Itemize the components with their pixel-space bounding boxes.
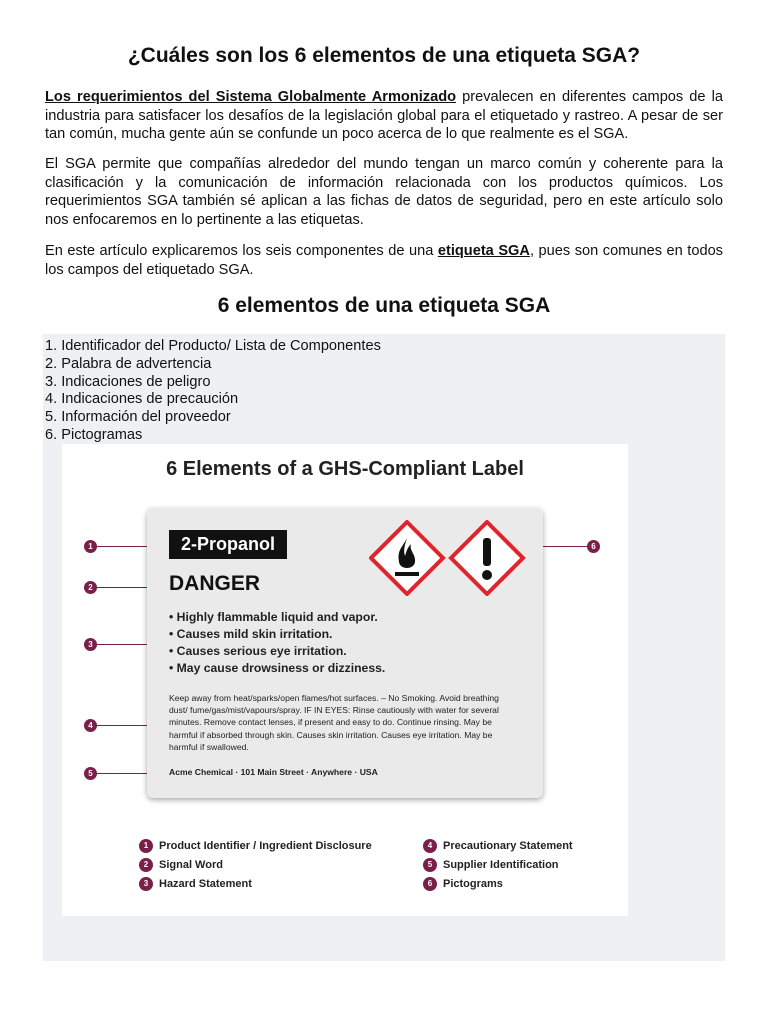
section-title: 6 elementos de una etiqueta SGA bbox=[217, 294, 551, 317]
legend-item bbox=[423, 858, 559, 872]
callout-marker-3: 3 bbox=[84, 638, 97, 651]
ghs-label-card bbox=[147, 508, 543, 798]
hazard-statement: • Causes mild skin irritation. bbox=[169, 627, 333, 641]
page-title: ¿Cuáles son los 6 elementos de una etiqueta SGA? bbox=[127, 44, 641, 67]
callout-marker-4: 4 bbox=[84, 719, 97, 732]
list-item: 3. Indicaciones de peligro bbox=[45, 373, 211, 390]
legend-number: 5 bbox=[423, 858, 437, 872]
legend-number: 2 bbox=[139, 858, 153, 872]
product-identifier: 2-Propanol bbox=[169, 530, 287, 559]
intro-paragraph bbox=[45, 88, 723, 144]
list-item: 4. Indicaciones de precaución bbox=[45, 391, 239, 408]
legend-item bbox=[139, 877, 252, 891]
ghs-requirements-link[interactable]: Los requerimientos del Sistema Globalmente Armonizado bbox=[45, 89, 457, 105]
signal-word: DANGER bbox=[169, 572, 261, 595]
figure-title: 6 Elements of a GHS-Compliant Label bbox=[166, 458, 524, 480]
hazard-statement: • May cause drowsiness or dizziness. bbox=[169, 661, 386, 675]
legend-label: Supplier Identification bbox=[443, 858, 559, 871]
scope-text-after: , pues son comunes en todos los campos del etiquetado SGA. bbox=[45, 243, 723, 278]
article-scope-paragraph bbox=[45, 242, 723, 279]
callout-marker-5: 5 bbox=[84, 767, 97, 780]
legend-label: Hazard Statement bbox=[159, 877, 252, 890]
supplier-identification: Acme Chemical · 101 Main Street · Anywhere · USA bbox=[169, 767, 378, 777]
legend-number: 6 bbox=[423, 877, 437, 891]
exclamation-mark-icon bbox=[451, 522, 523, 594]
legend-item bbox=[423, 839, 573, 853]
flame-icon bbox=[371, 522, 443, 594]
legend-number: 3 bbox=[139, 877, 153, 891]
list-item: 1. Identificador del Producto/ Lista de Componentes bbox=[45, 338, 381, 354]
list-item: 6. Pictogramas bbox=[45, 426, 143, 443]
precautionary-statement: Keep away from heat/sparks/open flames/hot surfaces. – No Smoking. Avoid breathing dust/ fume/gas/mist/vapours/spray. IF IN EYES: Rinse cautiously with water for several minutes. Remove contact lenses, if present and easy to do. Continue rinsing. May be harmful if absorbed through skin. Causes skin irritation. Causes eye irritation. May be harmful if swallowed. bbox=[169, 693, 499, 752]
elements-list bbox=[45, 338, 381, 445]
callout-marker-6: 6 bbox=[587, 540, 600, 553]
ghs-label-link[interactable]: etiqueta SGA bbox=[437, 243, 530, 259]
hazard-statement: • Highly flammable liquid and vapor. bbox=[169, 610, 378, 624]
callout-marker-2: 2 bbox=[84, 581, 97, 594]
legend-number: 4 bbox=[423, 839, 437, 853]
hazard-statement: • Causes serious eye irritation. bbox=[169, 644, 347, 658]
intro-text: prevalecen en diferentes campos de la industria para satisfacer los desafíos de la legislación global para el etiquetado y rastreo. A pesar de ser tan común, mucha gente aún se confunde un poco acerca de lo que realmente es el SGA. bbox=[45, 89, 723, 142]
callout-marker-1: 1 bbox=[84, 540, 97, 553]
ghs-label-figure bbox=[62, 444, 628, 916]
scope-text-before: En este artículo explicaremos los seis componentes de una bbox=[45, 243, 438, 259]
pictograms bbox=[369, 520, 529, 596]
list-item: 5. Información del proveedor bbox=[45, 409, 231, 426]
legend-number: 1 bbox=[139, 839, 153, 853]
hazard-statements bbox=[169, 609, 385, 677]
legend-label: Pictograms bbox=[443, 877, 503, 890]
legend-item bbox=[139, 839, 372, 853]
legend-label: Precautionary Statement bbox=[443, 839, 573, 852]
legend-label: Product Identifier / Ingredient Disclosure bbox=[159, 839, 372, 852]
legend-item bbox=[423, 877, 503, 891]
ghs-description-paragraph: El SGA permite que compañías alrededor del mundo tengan un marco común y coherente para la clasificación y la comunicación de información relacionada con los productos químicos. Los requerimientos SGA también sé aplican a las fichas de datos de seguridad, pero en este artículo solo nos enfocaremos en lo pertinente a las etiquetas. bbox=[45, 156, 723, 228]
list-item: 2. Palabra de advertencia bbox=[45, 355, 212, 372]
legend-label: Signal Word bbox=[159, 858, 223, 871]
legend-item bbox=[139, 858, 223, 872]
